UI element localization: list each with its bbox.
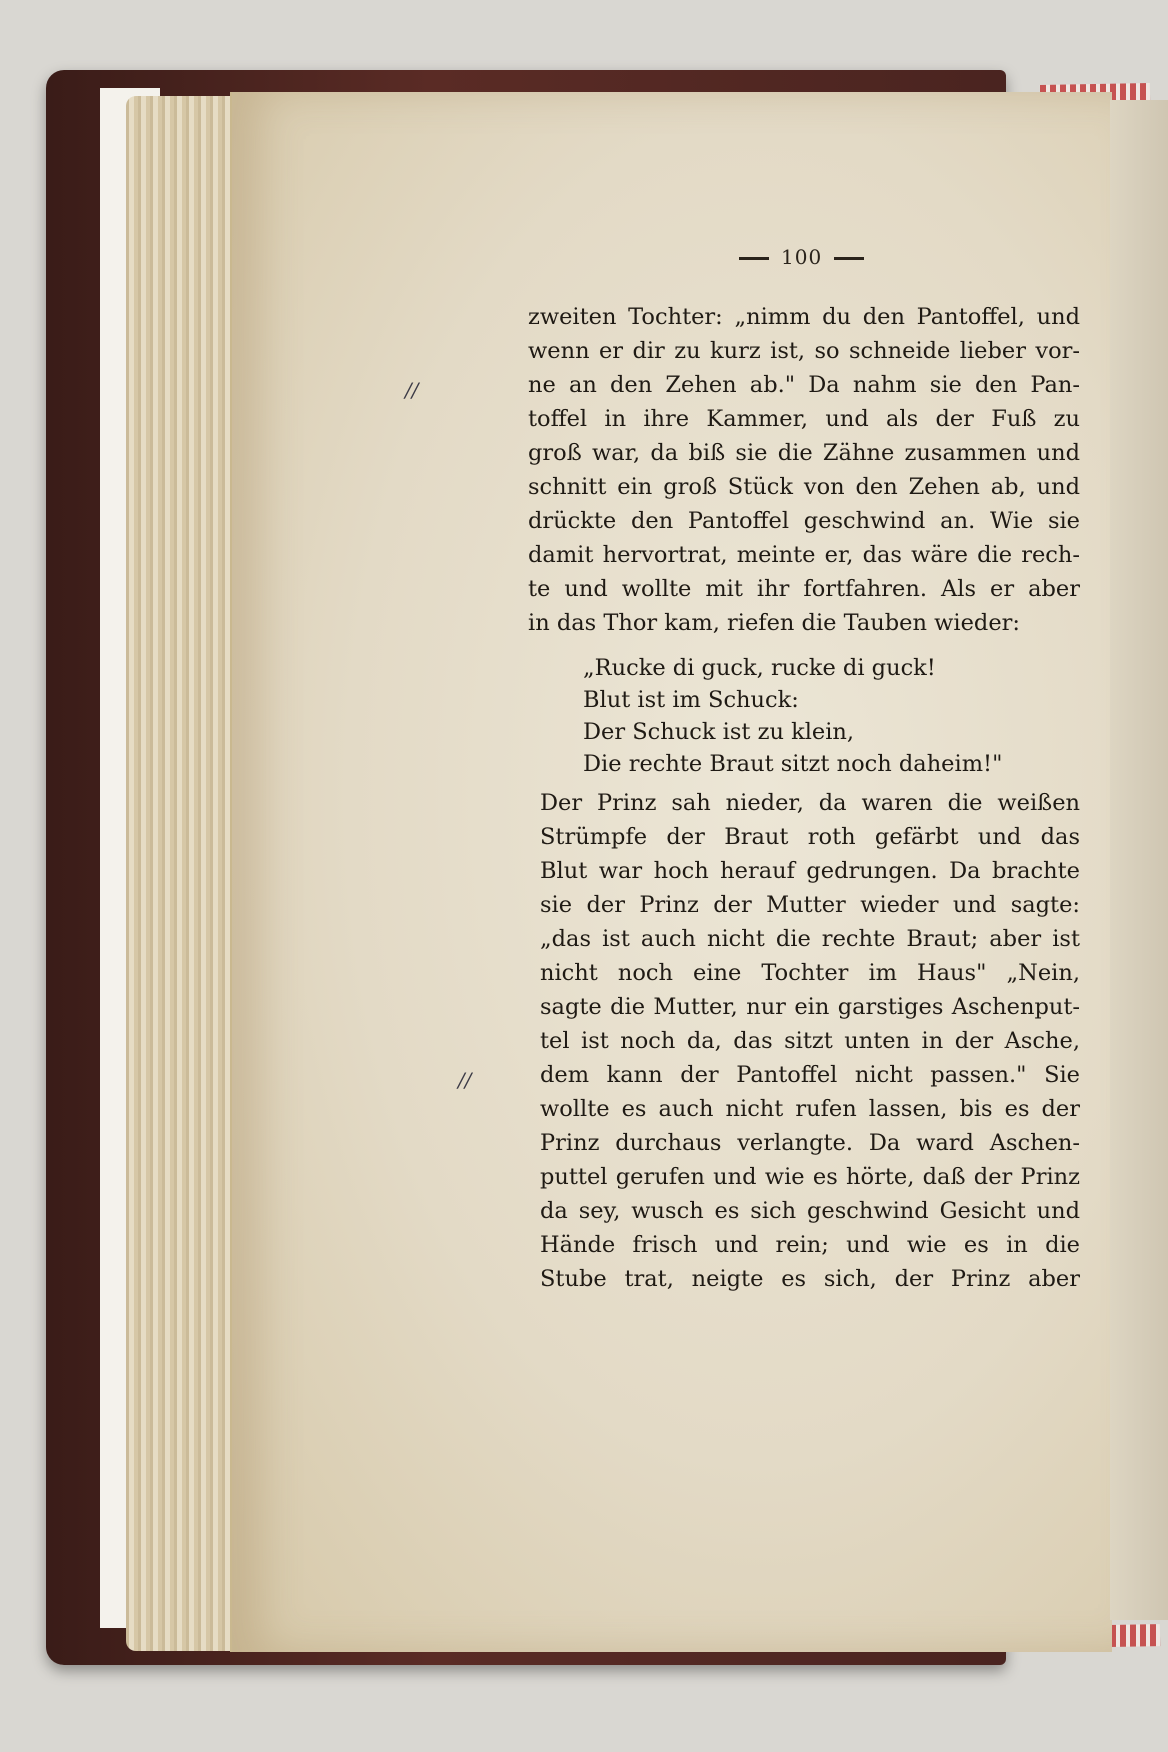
- text-line: te und wollte mit ihr fortfahren. Als er aber: [528, 576, 1080, 602]
- verse: [583, 652, 1003, 780]
- text-line: wollte es auch nicht rufen lassen, bis es der: [540, 1096, 1080, 1122]
- verse-line: Blut ist im Schuck:: [583, 687, 799, 713]
- text-line: nicht noch eine Tochter im Haus" „Nein,: [540, 960, 1080, 986]
- margin-mark: //: [405, 378, 419, 402]
- text-line: wenn er dir zu kurz ist, so schneide lieber vor-: [528, 338, 1080, 364]
- text-line: schnitt ein groß Stück von den Zehen ab, und: [528, 474, 1080, 500]
- paragraph-1: [528, 300, 1080, 640]
- verse-line: „Rucke di guck, rucke di guck!: [583, 655, 936, 681]
- text-line: Stube trat, neigte es sich, der Prinz aber: [540, 1266, 1080, 1292]
- text-line: sie der Prinz der Mutter wieder und sagte:: [540, 892, 1080, 918]
- text-line: Der Prinz sah nieder, da waren die weißen: [540, 790, 1080, 816]
- page-number: 100: [727, 245, 876, 269]
- text-line: sagte die Mutter, nur ein garstiges Aschenput-: [540, 994, 1080, 1020]
- text-line: in das Thor kam, riefen die Tauben wieder:: [528, 610, 1020, 636]
- text-line: tel ist noch da, das sitzt unten in der Asche,: [540, 1028, 1080, 1054]
- text-line: „das ist auch nicht die rechte Braut; aber ist: [540, 926, 1080, 952]
- text-line: zweiten Tochter: „nimm du den Pantoffel, und: [528, 304, 1080, 330]
- facing-page-edge: [1110, 100, 1168, 1620]
- text-line: toffel in ihre Kammer, und als der Fuß zu: [528, 406, 1080, 432]
- text-line: Blut war hoch herauf gedrungen. Da brachte: [540, 858, 1080, 884]
- margin-mark: //: [458, 1068, 472, 1092]
- verse-line: Der Schuck ist zu klein,: [583, 719, 855, 745]
- text-line: Prinz durchaus verlangte. Da ward Aschen-: [540, 1130, 1080, 1156]
- text-line: da sey, wusch es sich geschwind Gesicht und: [540, 1198, 1080, 1224]
- text-line: groß war, da biß sie die Zähne zusammen und: [528, 440, 1080, 466]
- text-line: drückte den Pantoffel geschwind an. Wie sie: [528, 508, 1080, 534]
- text-line: dem kann der Pantoffel nicht passen." Sie: [540, 1062, 1080, 1088]
- paragraph-2: [540, 786, 1080, 1296]
- verse-line: Die rechte Braut sitzt noch daheim!": [583, 751, 1003, 777]
- text-line: ne an den Zehen ab." Da nahm sie den Pan-: [528, 372, 1080, 398]
- text-line: Strümpfe der Braut roth gefärbt und das: [540, 824, 1080, 850]
- text-line: Hände frisch und rein; und wie es in die: [540, 1232, 1080, 1258]
- text-line: puttel gerufen und wie es hörte, daß der Prinz: [540, 1164, 1080, 1190]
- text-line: damit hervortrat, meinte er, das wäre die rech-: [528, 542, 1080, 568]
